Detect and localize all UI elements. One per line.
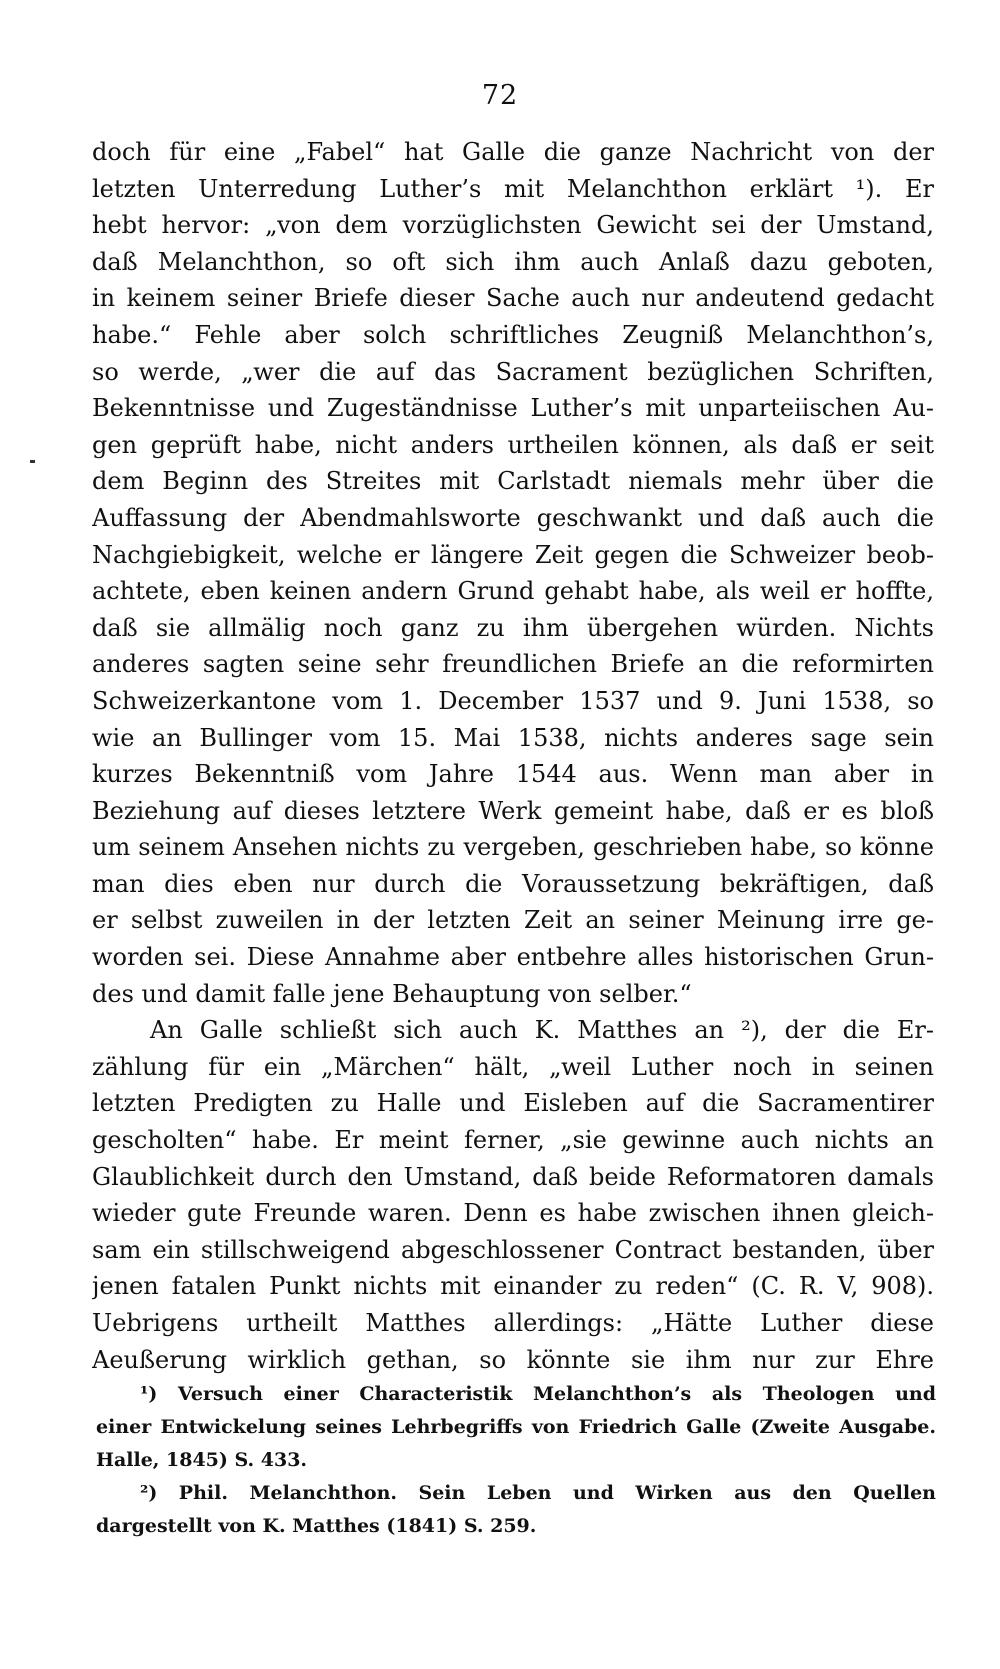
footnote-line: einer Entwickelung seines Lehrbegriffs von Friedrich Galle (Zweite Ausgabe. — [96, 1416, 936, 1438]
text-line: doch für eine „Fabel“ hat Galle die ganze Nachricht von der — [92, 138, 934, 166]
text-line: Nachgiebigkeit, welche er längere Zeit gegen die Schweizer beob- — [92, 540, 934, 569]
text-line: hebt hervor: „von dem vorzüglichsten Gewicht sei der Umstand, — [92, 211, 934, 240]
text-line: kurzes Bekenntniß vom Jahre 1544 aus. Wenn man aber in — [92, 760, 934, 789]
text-line: Auffassung der Abendmahlsworte geschwankt und daß auch die — [92, 503, 934, 532]
text-line: Bekenntnisse und Zugeständnisse Luther’s mit unparteiischen Au- — [92, 394, 934, 423]
text-line: habe.“ Fehle aber solch schriftliches Zeugniß Melanchthon’s, — [92, 320, 934, 349]
text-line: daß Melanchthon, so oft sich ihm auch Anlaß dazu geboten, — [92, 247, 934, 276]
footnote-line: ¹) Versuch einer Characteristik Melanchthon’s als Theologen und — [140, 1383, 936, 1405]
text-line: Glaublichkeit durch den Umstand, daß beide Reformatoren damals — [92, 1162, 934, 1191]
text-line: sam ein stillschweigend abgeschlossener Contract bestanden, über — [92, 1235, 934, 1264]
text-line: des und damit falle jene Behauptung von selber.“ — [92, 979, 692, 1008]
body-text — [92, 134, 934, 1378]
page-number: 72 — [481, 80, 519, 111]
text-line: An Galle schließt sich auch K. Matthes an ²), der die Er- — [150, 1016, 934, 1045]
text-line: letzten Unterredung Luther’s mit Melanchthon erklärt ¹). Er — [92, 174, 934, 203]
text-line: Uebrigens urtheilt Matthes allerdings: „Hätte Luther diese — [92, 1309, 934, 1337]
footnote-line: dargestellt von K. Matthes (1841) S. 259. — [96, 1515, 537, 1537]
text-line: zählung für ein „Märchen“ hält, „weil Luther noch in seinen — [92, 1052, 934, 1081]
text-line: worden sei. Diese Annahme aber entbehre alles historischen Grun- — [92, 943, 934, 972]
stray-ink-mark — [30, 460, 35, 463]
footnote-line: ²) Phil. Melanchthon. Sein Leben und Wirken aus den Quellen — [140, 1482, 936, 1504]
text-line: achtete, eben keinen andern Grund gehabt habe, als weil er hoffte, — [92, 577, 934, 606]
footnote-line: Halle, 1845) S. 433. — [96, 1449, 308, 1471]
text-line: Schweizerkantone vom 1. December 1537 und 9. Juni 1538, so — [92, 686, 934, 715]
text-line: um seinem Ansehen nichts zu vergeben, geschrieben habe, so könne — [92, 833, 934, 862]
text-line: wieder gute Freunde waren. Denn es habe zwischen ihnen gleich- — [92, 1199, 934, 1228]
text-line: gescholten“ habe. Er meint ferner, „sie gewinne auch nichts an — [92, 1126, 934, 1155]
text-line: wie an Bullinger vom 15. Mai 1538, nichts anderes sage sein — [92, 723, 934, 752]
text-line: anderes sagten seine sehr freundlichen Briefe an die reformirten — [92, 650, 934, 679]
text-line: man dies eben nur durch die Voraussetzung bekräftigen, daß — [92, 869, 934, 898]
text-line: dem Beginn des Streites mit Carlstadt niemals mehr über die — [92, 467, 934, 496]
text-line: er selbst zuweilen in der letzten Zeit an seiner Meinung irre ge- — [92, 906, 934, 935]
text-line: letzten Predigten zu Halle und Eisleben auf die Sacramentirer — [92, 1089, 934, 1118]
text-line: jenen fatalen Punkt nichts mit einander zu reden“ (C. R. V, 908). — [92, 1272, 934, 1301]
text-line: Beziehung auf dieses letztere Werk gemeint habe, daß er es bloß — [92, 796, 934, 825]
text-line: gen geprüft habe, nicht anders urtheilen können, als daß er seit — [92, 430, 934, 459]
text-line: so werde, „wer die auf das Sacrament bezüglichen Schriften, — [92, 357, 934, 386]
text-line: daß sie allmälig noch ganz zu ihm übergehen würden. Nichts — [92, 613, 934, 642]
text-line: Aeußerung wirklich gethan, so könnte sie ihm nur zur Ehre — [92, 1345, 934, 1374]
footnotes — [96, 1378, 936, 1543]
text-line: in keinem seiner Briefe dieser Sache auch nur andeutend gedacht — [92, 284, 934, 313]
